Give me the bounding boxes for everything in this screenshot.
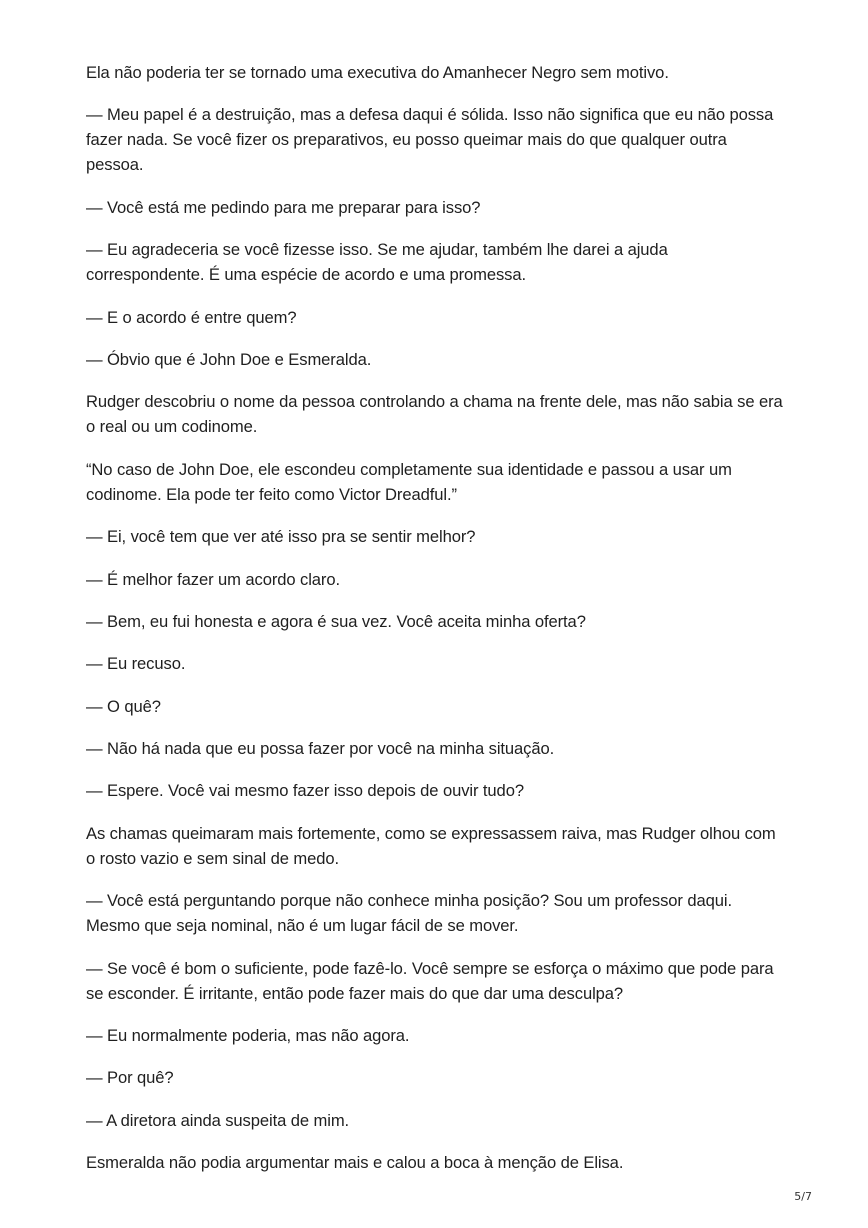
paragraph: — E o acordo é entre quem?: [86, 307, 297, 327]
paragraph: — Eu agradeceria se você fizesse isso. Se me ajudar, também lhe darei a ajuda correspondente. É uma espécie de acordo e uma promessa.: [86, 240, 668, 285]
paragraph: As chamas queimaram mais fortemente, como se expressassem raiva, mas Rudger olhou com o rosto vazio e sem sinal de medo.: [86, 823, 776, 868]
paragraph: — Ei, você tem que ver até isso pra se sentir melhor?: [86, 527, 476, 547]
paragraph: — Se você é bom o suficiente, pode fazê-lo. Você sempre se esforça o máximo que pode para se esconder. É irritante, então pode fazer mais do que dar uma desculpa?: [86, 958, 774, 1003]
paragraph: — Você está me pedindo para me preparar para isso?: [86, 197, 481, 217]
paragraph: — A diretora ainda suspeita de mim.: [86, 1110, 350, 1130]
paragraph: Rudger descobriu o nome da pessoa controlando a chama na frente dele, mas não sabia se era o real ou um codinome.: [86, 392, 783, 437]
paragraph: Ela não poderia ter se tornado uma executiva do Amanhecer Negro sem motivo.: [86, 63, 669, 82]
paragraph: — Por quê?: [86, 1068, 174, 1088]
paragraph: — Óbvio que é John Doe e Esmeralda.: [86, 349, 372, 369]
document-body: [86, 60, 786, 1193]
paragraph: — É melhor fazer um acordo claro.: [86, 569, 341, 589]
paragraph: — Meu papel é a destruição, mas a defesa daqui é sólida. Isso não significa que eu não possa fazer nada. Se você fizer os preparativos, eu posso queimar mais do que qualquer outra pessoa.: [86, 105, 774, 175]
paragraph: — Você está perguntando porque não conhece minha posição? Sou um professor daqui. Mesmo que seja nominal, não é um lugar fácil de se mover.: [86, 891, 732, 936]
paragraph: — Bem, eu fui honesta e agora é sua vez. Você aceita minha oferta?: [86, 611, 586, 631]
paragraph: — Eu normalmente poderia, mas não agora.: [86, 1026, 410, 1046]
paragraph: — O quê?: [86, 696, 161, 716]
page-number: 5/7: [794, 1190, 812, 1203]
paragraph: — Não há nada que eu possa fazer por você na minha situação.: [86, 739, 555, 759]
paragraph: “No caso de John Doe, ele escondeu completamente sua identidade e passou a usar um codinome. Ela pode ter feito como Victor Dreadful.”: [86, 459, 732, 504]
paragraph: — Eu recuso.: [86, 654, 186, 674]
paragraph: Esmeralda não podia argumentar mais e calou a boca à menção de Elisa.: [86, 1153, 624, 1173]
paragraph: — Espere. Você vai mesmo fazer isso depois de ouvir tudo?: [86, 781, 524, 801]
